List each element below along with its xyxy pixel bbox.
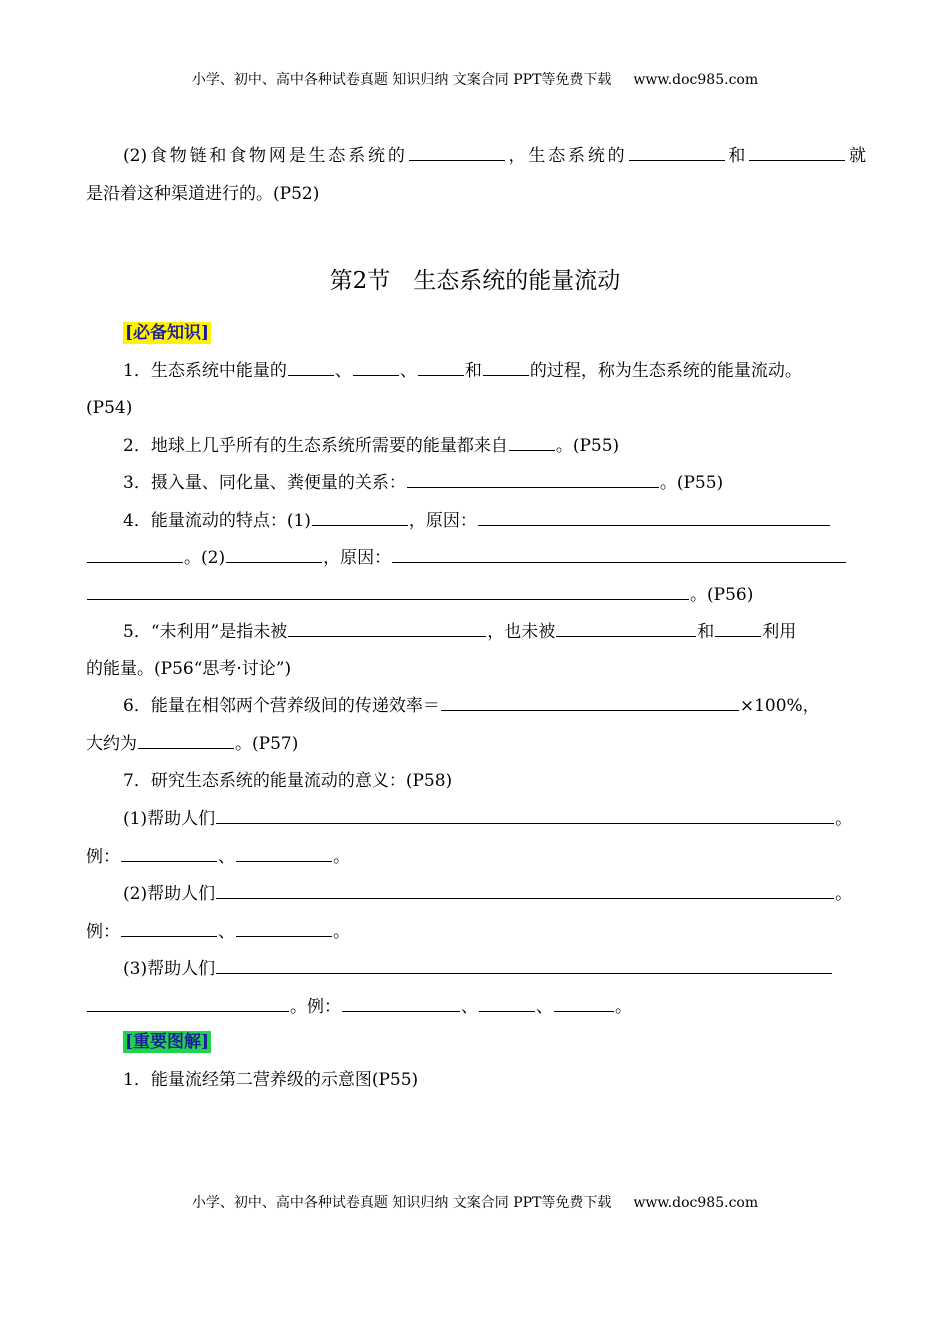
blank — [407, 472, 659, 488]
q2-line: 2．地球上几乎所有的生态系统所需要的能量都来自 。(P55) — [123, 436, 620, 456]
section-title: 第2节 生态系统的能量流动 — [329, 268, 621, 294]
blank — [629, 145, 725, 161]
blank — [121, 921, 217, 937]
diagram-tag-line — [123, 1030, 866, 1054]
q7-p1-example: 例： 、 。 — [86, 847, 350, 867]
blank — [509, 435, 555, 451]
q7-p1-line: (1)帮助人们 。 — [123, 809, 853, 829]
blank — [483, 360, 529, 376]
blank — [216, 808, 834, 824]
blank — [236, 846, 332, 862]
blank — [138, 733, 234, 749]
blank — [479, 996, 535, 1012]
q1-line-2: (P54) — [86, 398, 133, 418]
d1-line: 1．能量流经第二营养级的示意图(P55) — [123, 1070, 419, 1090]
blank — [554, 996, 614, 1012]
blank — [226, 547, 322, 563]
blank — [556, 621, 696, 637]
knowledge-tag: [必备知识] — [125, 323, 210, 343]
q7-p3-example: 。例： 、 、 。 — [86, 995, 866, 1019]
q7-p2-line: (2)帮助人们 。 — [123, 884, 853, 904]
blank — [121, 846, 217, 862]
q7-title: 7．研究生态系统的能量流动的意义：(P58) — [123, 771, 453, 791]
q4-line-1: 4．能量流动的特点：(1) ，原因： — [123, 509, 866, 533]
blank — [749, 145, 845, 161]
q3-line: 3．摄入量、同化量、粪便量的关系： 。(P55) — [123, 473, 724, 493]
q4-line-2: 。(2) ，原因： — [86, 546, 866, 570]
blank — [288, 360, 334, 376]
blank — [236, 921, 332, 937]
page-header — [0, 69, 950, 89]
blank — [87, 547, 183, 563]
diagram-tag: [重要图解] — [125, 1032, 210, 1052]
q6-line-2: 大约为 。(P57) — [86, 734, 299, 754]
footer-url: www.doc985.com — [633, 1195, 759, 1211]
q5-line-2: 的能量。(P56“思考·讨论”) — [86, 659, 292, 679]
blank — [288, 621, 486, 637]
blank — [478, 510, 830, 526]
blank — [418, 360, 464, 376]
blank — [312, 510, 408, 526]
blank — [715, 621, 761, 637]
blank — [87, 996, 289, 1012]
blank — [353, 360, 399, 376]
q6-line-1: 6．能量在相邻两个营养级间的传递效率＝ ×100%， — [123, 696, 820, 716]
knowledge-tag-line — [123, 321, 866, 345]
q7-p3-line: (3)帮助人们 — [123, 957, 866, 981]
blank — [342, 996, 460, 1012]
page-footer — [0, 1192, 950, 1212]
prev-line-1: (2)食物链和食物网是生态系统的 ，生态系统的 和 就 — [123, 146, 867, 166]
blank — [216, 958, 832, 974]
q5-line-1: 5．“未利用”是指未被 ，也未被 和 利用 — [123, 622, 797, 642]
prev-line-2: 是沿着这种渠道进行的。(P52) — [86, 184, 320, 204]
q4-line-3: 。(P56) — [86, 583, 866, 607]
blank — [87, 584, 689, 600]
blank — [392, 547, 846, 563]
blank — [441, 695, 739, 711]
q7-p2-example: 例： 、 。 — [86, 922, 350, 942]
blank — [409, 145, 505, 161]
header-url: www.doc985.com — [633, 72, 759, 88]
blank — [216, 883, 834, 899]
q1-line-1: 1．生态系统中能量的 、 、 和 的过程，称为生态系统的能量流动。 — [123, 361, 802, 381]
header-text: 小学、初中、高中各种试卷真题 知识归纳 文案合同 PPT等免费下载 — [191, 72, 612, 88]
footer-text: 小学、初中、高中各种试卷真题 知识归纳 文案合同 PPT等免费下载 — [191, 1195, 612, 1211]
